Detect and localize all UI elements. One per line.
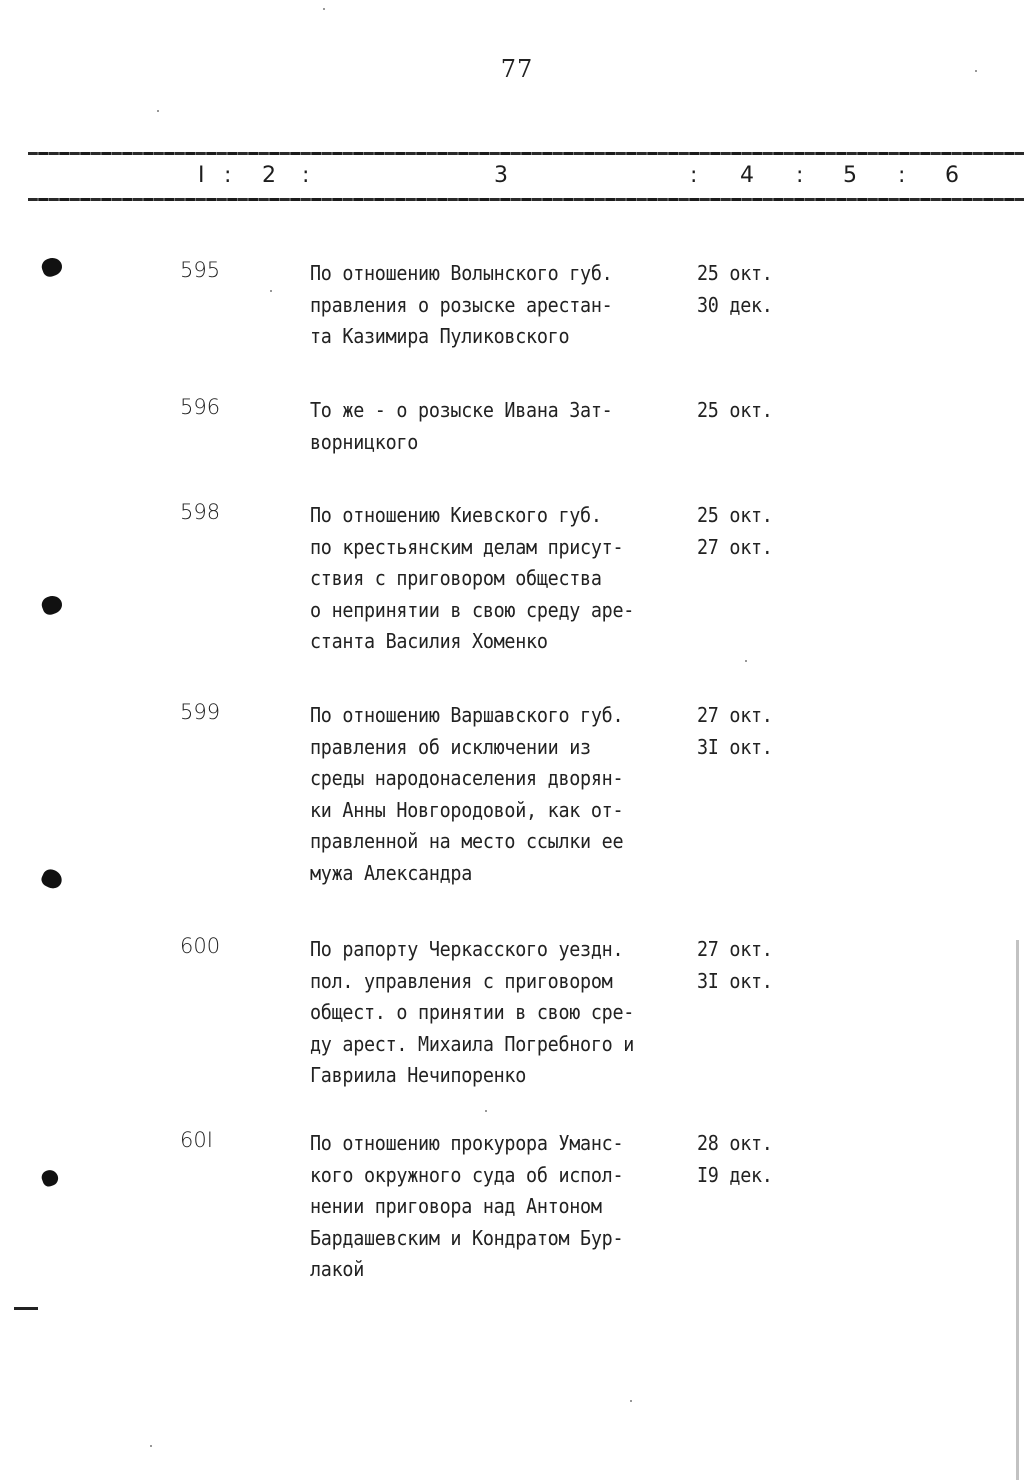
scan-speck bbox=[485, 1110, 487, 1112]
scan-speck bbox=[323, 8, 325, 10]
description-line: среды народонаселения дворян- bbox=[310, 766, 624, 790]
entry-number: 595 bbox=[180, 258, 221, 282]
punch-hole-mark bbox=[40, 255, 65, 279]
description-line: Бардашевским и Кондратом Бур- bbox=[310, 1225, 624, 1250]
page-number: 77 bbox=[500, 55, 534, 83]
entry-dates bbox=[697, 934, 807, 997]
column-header-row bbox=[0, 163, 1024, 193]
punch-hole-mark bbox=[40, 593, 65, 617]
header-rule-bottom bbox=[28, 198, 1024, 201]
scan-speck bbox=[150, 1445, 152, 1447]
description-line: правленной на место ссылки ее bbox=[310, 829, 624, 853]
column-header-6: 6 bbox=[945, 163, 959, 188]
entry-dates bbox=[697, 258, 807, 321]
description-line: Гавриила Нечипоренко bbox=[310, 1063, 527, 1087]
column-header-1: I bbox=[198, 163, 205, 188]
description-line: По отношению Волынского губ. bbox=[310, 261, 613, 285]
entry-dates bbox=[697, 1128, 807, 1191]
header-rule-top bbox=[28, 152, 1024, 155]
punch-hole-mark bbox=[40, 1168, 61, 1189]
scan-speck bbox=[270, 290, 272, 292]
entry-number: 599 bbox=[180, 700, 221, 724]
date-start: 25 окт. bbox=[697, 261, 773, 285]
date-start: 27 окт. bbox=[697, 703, 773, 727]
entry-description bbox=[310, 700, 710, 889]
description-line: станта Василия Хоменко bbox=[310, 629, 548, 653]
date-end: I9 дек. bbox=[697, 1162, 773, 1187]
description-line: По отношению прокурора Уманс- bbox=[310, 1131, 624, 1155]
date-start: 28 окт. bbox=[697, 1131, 773, 1155]
description-line: пол. управления с приговором bbox=[310, 968, 613, 993]
entry-description bbox=[310, 1128, 710, 1286]
date-start: 25 окт. bbox=[697, 503, 773, 527]
description-line: ду арест. Михаила Погребного и bbox=[310, 1031, 635, 1056]
date-end: 27 окт. bbox=[697, 534, 773, 559]
scan-speck bbox=[975, 70, 977, 72]
column-header-5: 5 bbox=[843, 163, 857, 188]
page-edge-shadow bbox=[1016, 940, 1019, 1480]
description-line: ствия с приговором общества bbox=[310, 566, 602, 590]
entry-dates bbox=[697, 500, 807, 563]
entry-description bbox=[310, 258, 710, 353]
description-line: та Казимира Пуликовского bbox=[310, 324, 570, 348]
entry-description bbox=[310, 395, 710, 458]
column-header-2: 2 bbox=[262, 163, 276, 188]
description-line: ки Анны Новгородовой, как от- bbox=[310, 797, 624, 822]
description-line: правления о розыске арестан- bbox=[310, 292, 613, 317]
description-line: общест. о принятии в свою сре- bbox=[310, 1000, 635, 1024]
description-line: ворницкого bbox=[310, 429, 419, 454]
description-line: правления об исключении из bbox=[310, 734, 591, 759]
description-line: По отношению Киевского губ. bbox=[310, 503, 602, 527]
scan-speck bbox=[157, 110, 159, 112]
column-separator: : bbox=[898, 163, 906, 188]
scan-speck bbox=[630, 1400, 632, 1402]
entry-dates bbox=[697, 395, 807, 427]
description-line: по крестьянским делам присут- bbox=[310, 534, 624, 559]
description-line: лакой bbox=[310, 1257, 365, 1281]
description-line: мужа Александра bbox=[310, 860, 473, 885]
description-line: о непринятии в свою среду аре- bbox=[310, 597, 635, 622]
column-header-3: 3 bbox=[494, 163, 508, 188]
date-end: 3I окт. bbox=[697, 968, 773, 993]
scan-speck bbox=[745, 660, 747, 662]
entry-description bbox=[310, 500, 710, 658]
date-end: 30 дек. bbox=[697, 292, 773, 317]
date-end: 3I окт. bbox=[697, 734, 773, 759]
date-start: 27 окт. bbox=[697, 937, 773, 961]
margin-dash-mark bbox=[14, 1307, 38, 1310]
column-separator: : bbox=[796, 163, 804, 188]
description-line: нении приговора над Антоном bbox=[310, 1194, 602, 1218]
column-separator: : bbox=[224, 163, 232, 188]
entry-number: 60I bbox=[180, 1128, 213, 1152]
entry-description bbox=[310, 934, 710, 1092]
column-separator: : bbox=[690, 163, 698, 188]
column-header-4: 4 bbox=[740, 163, 754, 188]
date-start: 25 окт. bbox=[697, 398, 773, 422]
entry-number: 598 bbox=[180, 500, 221, 524]
description-line: По рапорту Черкасского уездн. bbox=[310, 937, 624, 961]
entry-number: 596 bbox=[180, 395, 221, 419]
punch-hole-mark bbox=[39, 867, 65, 892]
column-separator: : bbox=[302, 163, 310, 188]
description-line: По отношению Варшавского губ. bbox=[310, 703, 624, 727]
entry-dates bbox=[697, 700, 807, 763]
description-line: То же - о розыске Ивана Зат- bbox=[310, 398, 613, 422]
description-line: кого окружного суда об испол- bbox=[310, 1162, 624, 1187]
entry-number: 600 bbox=[180, 934, 221, 958]
